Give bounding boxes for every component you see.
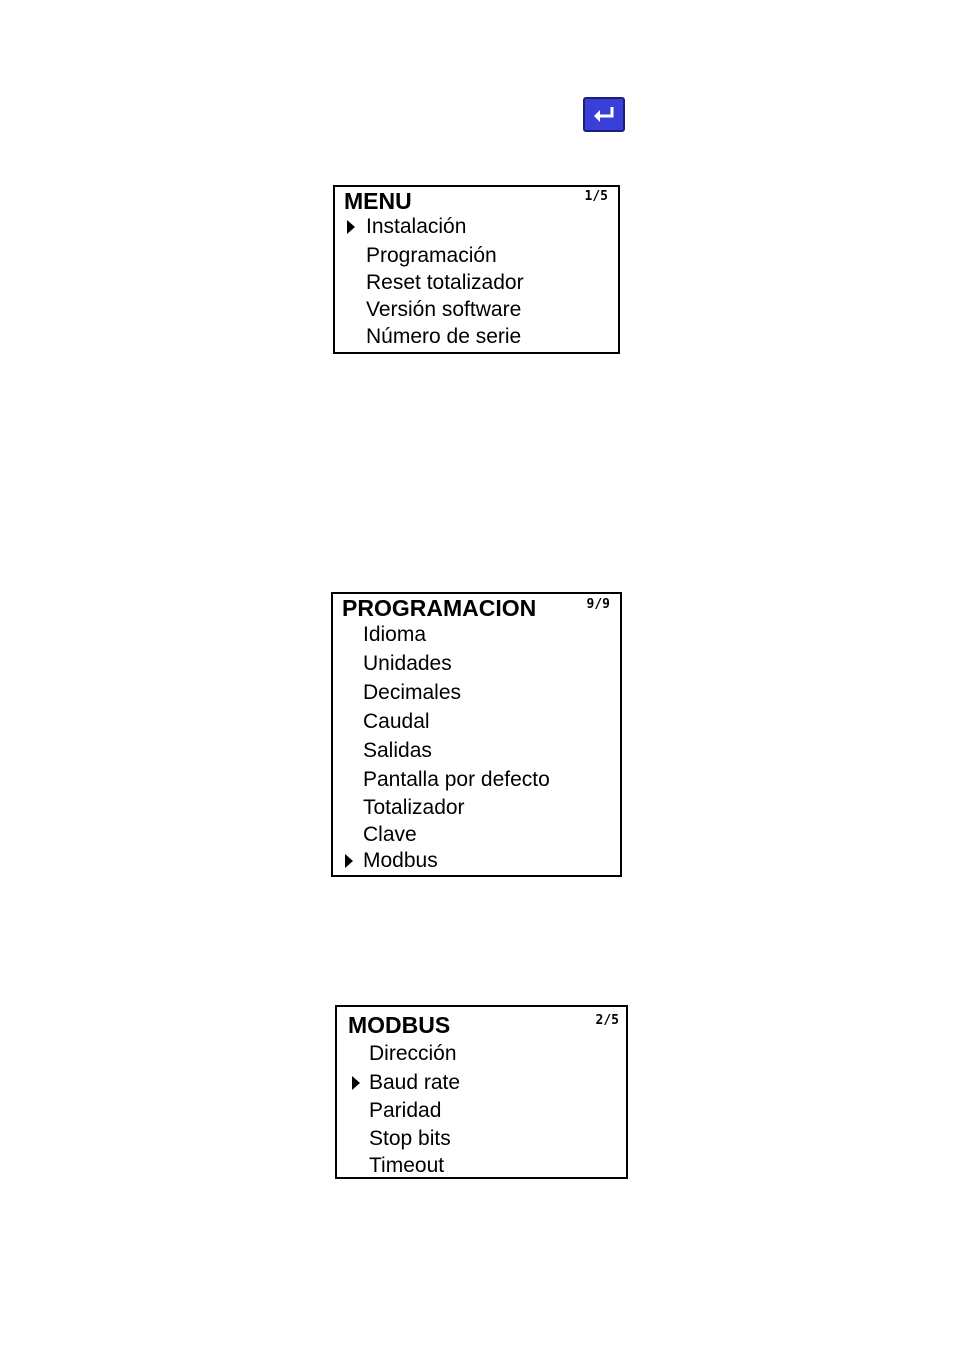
screen-title: MENU bbox=[344, 188, 412, 214]
enter-return-icon bbox=[592, 105, 616, 125]
menu-item-label: Clave bbox=[363, 823, 417, 846]
menu-item-label: Unidades bbox=[363, 652, 452, 675]
selection-cursor-icon bbox=[345, 854, 353, 868]
menu-item-label: Paridad bbox=[369, 1099, 442, 1122]
menu-item-label: Versión software bbox=[366, 298, 522, 321]
menu-item-label: Baud rate bbox=[369, 1071, 461, 1094]
screen-title: MODBUS bbox=[348, 1012, 451, 1038]
menu-item-label: Stop bits bbox=[369, 1127, 451, 1150]
screen-title: PROGRAMACION bbox=[342, 595, 537, 621]
selection-cursor-icon bbox=[352, 1076, 360, 1090]
menu-item-label: Programación bbox=[366, 244, 497, 267]
menu-item-label: Totalizador bbox=[363, 796, 465, 819]
menu-item-label: Idioma bbox=[363, 623, 427, 646]
menu-screen bbox=[333, 185, 620, 354]
menu-item-label: Caudal bbox=[363, 710, 430, 733]
menu-item-label: Decimales bbox=[363, 681, 462, 704]
selection-cursor-icon bbox=[347, 220, 355, 234]
modbus-screen bbox=[335, 1005, 628, 1179]
menu-item-label: Instalación bbox=[366, 215, 467, 238]
page-indicator: 9/9 bbox=[586, 597, 610, 612]
menu-item-label: Pantalla por defecto bbox=[363, 768, 550, 791]
menu-item-label: Salidas bbox=[363, 739, 432, 762]
menu-item-label: Timeout bbox=[369, 1154, 445, 1177]
programacion-screen bbox=[331, 592, 622, 877]
menu-item-label: Reset totalizador bbox=[366, 271, 524, 294]
enter-key-button[interactable] bbox=[583, 97, 625, 132]
menu-item-label: Dirección bbox=[369, 1042, 457, 1065]
menu-item-label: Número de serie bbox=[366, 325, 522, 348]
page-indicator: 2/5 bbox=[595, 1013, 619, 1028]
menu-item-label: Modbus bbox=[363, 849, 438, 872]
page-indicator: 1/5 bbox=[584, 189, 608, 204]
